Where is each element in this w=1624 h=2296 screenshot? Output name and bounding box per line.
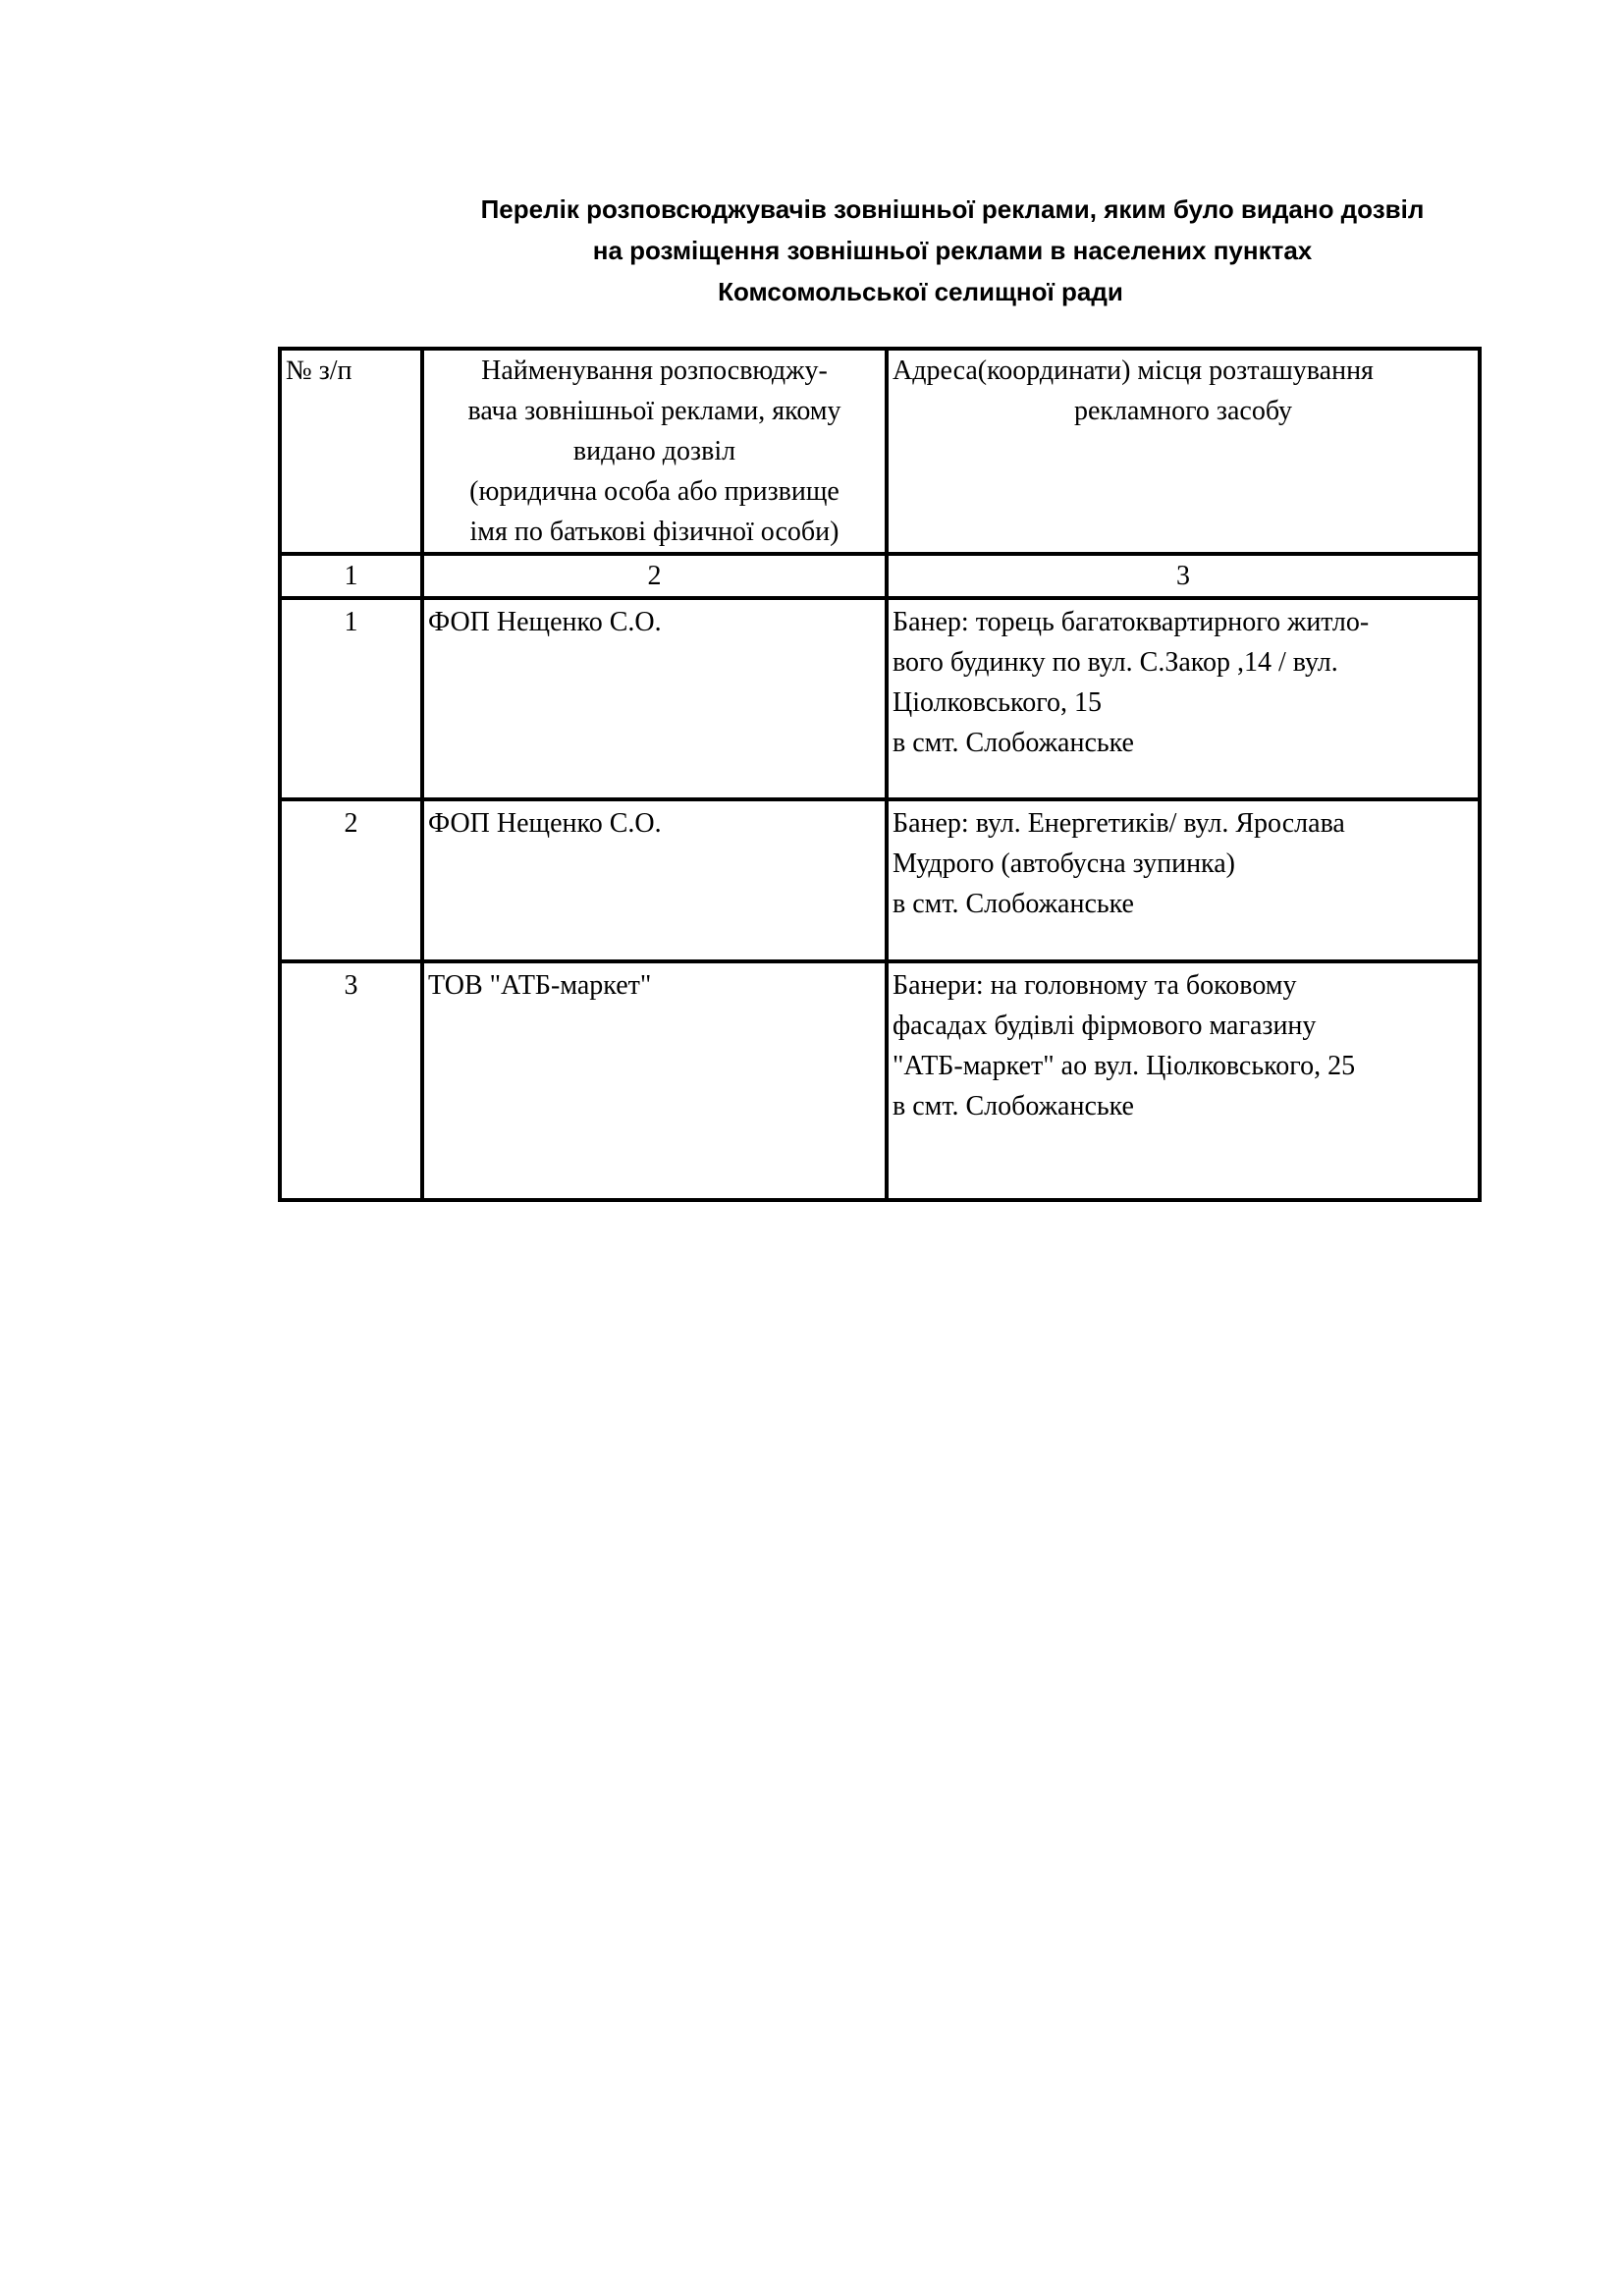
row-number: 1 [280, 598, 422, 799]
table-row [280, 598, 1480, 799]
header-address-line: рекламного засобу [1073, 396, 1293, 426]
title-line-2: на розміщення зовнішньої реклами в населених пунктах [592, 236, 1313, 265]
header-address-cell [887, 349, 1480, 554]
header-number-cell [280, 349, 422, 554]
address-line: Банери: на головному та боковому [893, 970, 1297, 1001]
address-line: фасадах будівлі фірмового магазину [893, 1011, 1317, 1041]
header-name-line: імя по батькові фізичної особи) [469, 517, 839, 547]
row-number: 3 [280, 961, 422, 1200]
header-number-label: № з/п [286, 355, 352, 386]
title-line-3: Комсомольської селищної ради [718, 277, 1123, 306]
column-index-row [280, 554, 1480, 598]
address-line: Банер: торець багатоквартирного житло- [893, 607, 1370, 637]
row-distributor-name: ФОП Нещенко С.О. [422, 799, 887, 961]
column-index-cell: 1 [280, 554, 422, 598]
address-line: Банер: вул. Енергетиків/ вул. Ярослава [893, 808, 1345, 839]
row-distributor-name: ФОП Нещенко С.О. [422, 598, 887, 799]
address-line: "АТБ-маркет" ао вул. Ціолковського, 25 [893, 1051, 1356, 1081]
column-index-cell: 3 [887, 554, 1480, 598]
header-name-line: (юридична особа або призвище [469, 476, 839, 507]
table-row [280, 961, 1480, 1200]
table-row [280, 799, 1480, 961]
row-address [887, 799, 1480, 961]
row-number: 2 [280, 799, 422, 961]
permits-table [278, 347, 1482, 1202]
row-address [887, 961, 1480, 1200]
header-name-line: видано дозвіл [572, 436, 736, 466]
header-name-cell [422, 349, 887, 554]
address-line: в смт. Слобожанське [893, 728, 1134, 758]
header-name-line: Найменування розпосвюджу- [481, 355, 828, 386]
address-line: в смт. Слобожанське [893, 889, 1134, 919]
row-distributor-name: ТОВ "АТБ-маркет" [422, 961, 887, 1200]
address-line: Ціолковського, 15 [893, 687, 1103, 718]
title-line-1: Перелік розповсюджувачів зовнішньої реклами, яким було видано дозвіл [480, 194, 1425, 224]
document-title [432, 189, 1473, 312]
address-line: Мудрого (автобусна зупинка) [893, 848, 1235, 879]
table-header-row [280, 349, 1480, 554]
address-line: в смт. Слобожанське [893, 1091, 1134, 1121]
row-address [887, 598, 1480, 799]
address-line: вого будинку по вул. С.Закор ,14 / вул. [893, 647, 1338, 678]
header-address-line: Адреса(координати) місця розташування [893, 355, 1374, 386]
column-index-cell: 2 [422, 554, 887, 598]
header-name-line: вача зовнішньої реклами, якому [467, 396, 841, 426]
